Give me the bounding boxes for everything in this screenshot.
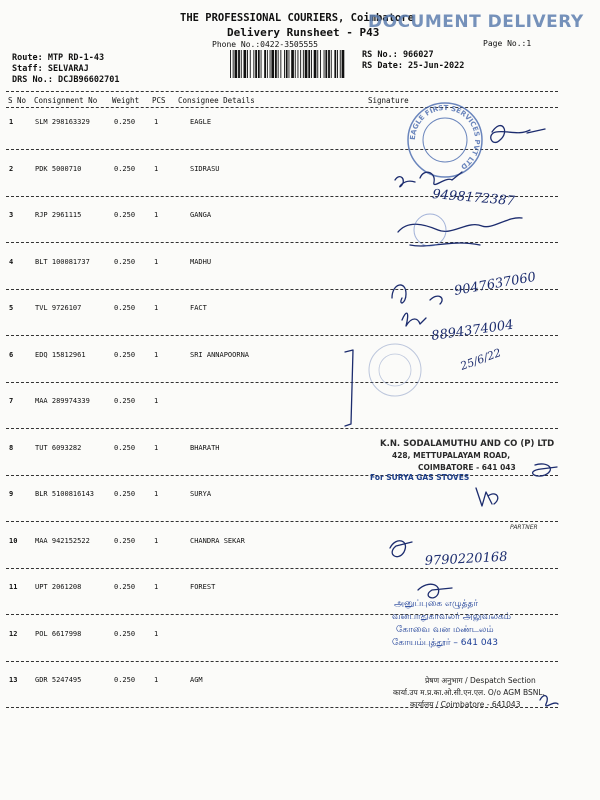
col-signature: Signature [368, 96, 409, 105]
surya-stamp: For SURYA GAS STOVES [370, 473, 470, 482]
bsnl-stamp-line2: कार्या.उप म.प्र.का.ओ.सी.एन.एल. O/o AGM BSNL, [393, 688, 545, 697]
eagle-services-stamp [408, 103, 482, 177]
signature-row13 [540, 696, 558, 706]
row-weight: 0.250 [114, 350, 136, 359]
col-consignee: Consignee Details [178, 96, 255, 105]
row-consignment: BLR 5100816143 [35, 490, 95, 498]
signature-row5 [402, 313, 426, 326]
row-consignee: FACT [190, 304, 207, 312]
row-consignee: EAGLE [190, 118, 212, 126]
bsnl-stamp-line1: प्रेषण अनुभाग / Despatch Section [425, 676, 536, 685]
page-number: Page No.:1 [483, 39, 532, 48]
row-consignment: TUT 6093282 [35, 443, 82, 452]
row-sno: 5 [9, 304, 14, 312]
partner-text: PARTNER [510, 524, 538, 531]
col-weight: Weight [112, 96, 140, 105]
row-consignee: FOREST [190, 583, 216, 591]
row-pcs: 1 [154, 443, 159, 452]
signature-row4 [392, 285, 442, 304]
row-pcs: 1 [154, 536, 159, 545]
signature-row10 [390, 541, 412, 557]
row-pcs: 1 [154, 118, 159, 126]
row-weight: 0.250 [114, 164, 136, 173]
signature-row1 [491, 126, 545, 143]
sodalamuthu-stamp-line1: K.N. SODALAMUTHU AND CO (P) LTD [380, 439, 555, 449]
row-consignee: BHARATH [190, 443, 220, 452]
row-weight: 0.250 [114, 257, 136, 266]
row-weight: 0.250 [114, 490, 136, 498]
row-consignment: RJP 2961115 [35, 211, 82, 219]
row-pcs: 1 [154, 676, 159, 684]
row-sno: 8 [9, 443, 14, 452]
document-delivery-stamp: DOCUMENT DELIVERY [368, 12, 584, 32]
row-consignee: SURYA [190, 490, 212, 498]
row-weight: 0.250 [114, 304, 136, 312]
signature-row2 [395, 172, 462, 187]
rs-date: RS Date: 25-Jun-2022 [362, 61, 465, 71]
row-sno: 3 [9, 211, 14, 219]
row-pcs: 1 [154, 304, 159, 312]
row-consignee: GANGA [190, 211, 212, 219]
drs-number: DRS No.: DCJB96602701 [12, 75, 120, 85]
row-weight: 0.250 [114, 629, 136, 638]
row-consignee: SRI ANNAPOORNA [190, 350, 250, 359]
row-weight: 0.250 [114, 536, 136, 545]
row-consignment: MAA 942152522 [35, 536, 90, 545]
signature-row9 [476, 488, 498, 506]
row-consignment: EDQ 15812961 [35, 350, 86, 359]
row-pcs: 1 [154, 350, 159, 359]
forest-stamp-line2: வனபாதுகாவலர் அலுவலகம் [392, 612, 512, 622]
signature-row8 [533, 464, 557, 476]
handwritten-date-row6: 25/6/22 [458, 346, 503, 373]
row-consignment: UPT 2061208 [35, 583, 82, 591]
row-sno: 6 [9, 350, 14, 359]
row-consignment: PDK 5000710 [35, 164, 82, 173]
row-consignment: SLM 298163329 [35, 118, 90, 126]
row-consignment: POL 6617998 [35, 629, 82, 638]
row-pcs: 1 [154, 629, 159, 638]
forest-stamp-line3: கோவை வன மண்டலம் [396, 625, 494, 635]
col-consignment: Consignment No [34, 96, 98, 105]
faint-round-stamp [369, 344, 421, 396]
row-sno: 9 [9, 490, 14, 498]
row-consignee: MADHU [190, 257, 212, 266]
row-sno: 1 [9, 118, 14, 126]
row-sno: 7 [9, 397, 14, 405]
row-weight: 0.250 [114, 118, 136, 126]
row-pcs: 1 [154, 257, 159, 266]
row-sno: 12 [9, 629, 18, 638]
row-sno: 2 [9, 164, 14, 173]
row-weight: 0.250 [114, 676, 136, 684]
forest-stamp-line4: கோயம்புத்தூர் – 641 043 [392, 638, 498, 648]
row-consignment: MAA 289974339 [35, 397, 90, 405]
handwritten-phone-row4: 9047637060 [453, 269, 538, 299]
col-sno: S No [8, 96, 27, 105]
route-label: Route: MTP RD-1-43 [12, 53, 105, 63]
signature-row11 [418, 584, 452, 598]
row-sno: 13 [9, 676, 18, 684]
row-pcs: 1 [154, 583, 159, 591]
handwritten-phone-row10: 9790220168 [424, 549, 508, 569]
row-consignee: SIDRASU [190, 164, 220, 173]
row-weight: 0.250 [114, 443, 136, 452]
bracket-mark [345, 350, 353, 426]
row-sno: 10 [9, 536, 18, 545]
row-pcs: 1 [154, 211, 159, 219]
col-pcs: PCS [152, 96, 166, 105]
staff-label: Staff: SELVARAJ [12, 64, 89, 74]
row-consignee: CHANDRA SEKAR [190, 536, 245, 545]
row-weight: 0.250 [114, 583, 136, 591]
row-consignment: GDR 5247495 [35, 676, 82, 684]
rs-number: RS No.: 966027 [362, 50, 434, 60]
eagle-stamp-text: EAGLE FIRST SERVICES PVT LTD [408, 103, 482, 171]
row-weight: 0.250 [114, 397, 136, 405]
row-pcs: 1 [154, 164, 159, 173]
row-weight: 0.250 [114, 211, 136, 219]
courier-company-title: THE PROFESSIONAL COURIERS, Coimbatore [180, 12, 414, 24]
row-sno: 4 [9, 257, 14, 266]
row-pcs: 1 [154, 397, 159, 405]
row-consignee: AGM [190, 676, 203, 684]
forest-stamp-line1: அனுப்புகை எழுத்தர் [394, 599, 479, 609]
row-consignment: BLT 100081737 [35, 257, 90, 266]
phone-number: Phone No.:0422-3505555 [212, 40, 318, 49]
handwritten-phone-row5: 8894374004 [430, 317, 515, 344]
row-sno: 11 [9, 583, 18, 591]
sodalamuthu-stamp-line2: 428, METTUPALAYAM ROAD, [392, 451, 511, 460]
runsheet-title: Delivery Runsheet - P43 [227, 26, 380, 39]
row-consignment: TVL 9726107 [35, 304, 82, 312]
sodalamuthu-stamp-line3: COIMBATORE - 641 043 [418, 463, 516, 472]
handwritten-phone-row2: 9498172387 [431, 187, 516, 210]
row-pcs: 1 [154, 490, 159, 498]
bsnl-stamp-line3: कार्यालय / Coimbatore - 641043 [410, 700, 521, 709]
